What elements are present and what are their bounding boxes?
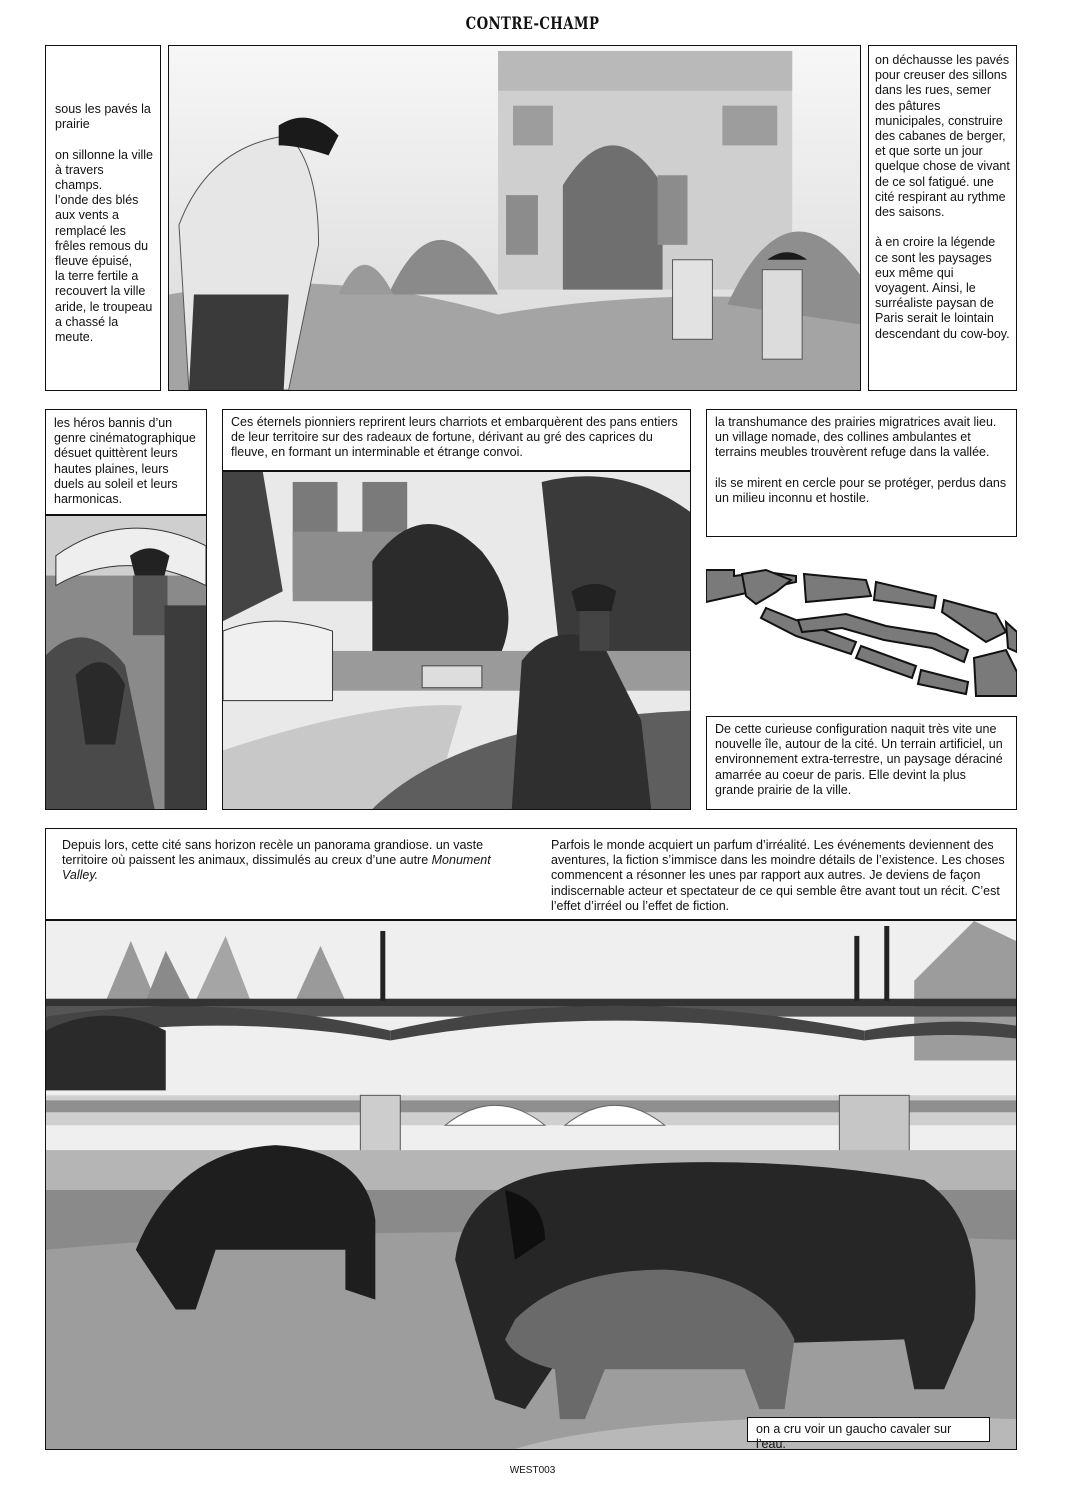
island-text: De cette curieuse configuration naquit très vite une nouvelle île, autour de la cité. Un terrain artificiel, un environnement extra-terrestre, un paysage déraciné amarrée au coeur de paris. Elle devint la plus grande prairie de la ville. (706, 716, 1017, 810)
panorama-text-panel (45, 828, 1017, 920)
transhumance-text: la transhumance des prairies migratrices avait lieu. un village nomade, des collines ambulantes et terrains meubles trouvèrent refuge dans la vallée. ils se mirent en cercle pour se protéger, perdus dans un milieu inconnu et hostile. (706, 409, 1017, 537)
covered-wagon-photo (45, 515, 207, 810)
page-footer: WEST003 (509, 1465, 556, 1476)
harvest-arc-de-triomphe-photo (168, 45, 861, 391)
fiction-text: Parfois le monde acquiert un parfum d’irréalité. Les événements deviennent des aventures, la fiction s’immisce dans les moindre détails de l’existence. Les choses commencent a résonner les unes par rapport aux autres. Je deviens de façon indiscernable acteur et spectateur de ce qui semble être avant tout un récit. C’est l’effet d’irréel ou l’effet de fiction. (551, 838, 1005, 913)
notre-dame-convoy-photo (222, 471, 691, 810)
intro-left-text: sous les pavés la prairie on sillonne la ville à travers champs. l’onde des blés aux vents a remplacé les frêles remous du fleuve épuisé, la terre fertile a recouvert la ville aride, le troupeau a chassé la meute. (45, 45, 161, 391)
panorama-lead: Depuis lors, cette cité sans horizon recèle un panorama grandiose. un vaste territoire où paissent les animaux, dissimulés au creux d’une autre (62, 838, 484, 868)
island-map-diagram (706, 562, 1017, 702)
panorama-text (62, 838, 507, 884)
bison-bridge-panorama-photo (45, 920, 1017, 1450)
heroes-text: les héros bannis d’un genre cinématographique désuet quittèrent leurs hautes plaines, leurs duels au soleil et leurs harmonicas. (45, 409, 207, 515)
panorama-emphasis: Monument Valley. (62, 853, 491, 883)
gaucho-caption: on a cru voir un gaucho cavaler sur l’eau. (747, 1417, 990, 1442)
intro-right-text: on déchausse les pavés pour creuser des sillons dans les rues, semer des pâtures municipales, construire des cabanes de berger, et que sorte un jour quelque chose de vivant de ce sol fatigué. une cité respirant au rythme des saisons. à en croire la légende ce sont les paysages eux même qui voyagent. Ainsi, le surréaliste paysan de Paris serait le lointain descendant du cow-boy. (868, 45, 1017, 391)
pioneers-text: Ces éternels pionniers reprirent leurs charriots et embarquèrent des pans entiers de leur territoire sur des radeaux de fortune, dérivant au gré des caprices du fleuve, en formant un interminable et étrange convoi. (222, 409, 691, 471)
page-title: CONTRE-CHAMP (465, 14, 600, 34)
